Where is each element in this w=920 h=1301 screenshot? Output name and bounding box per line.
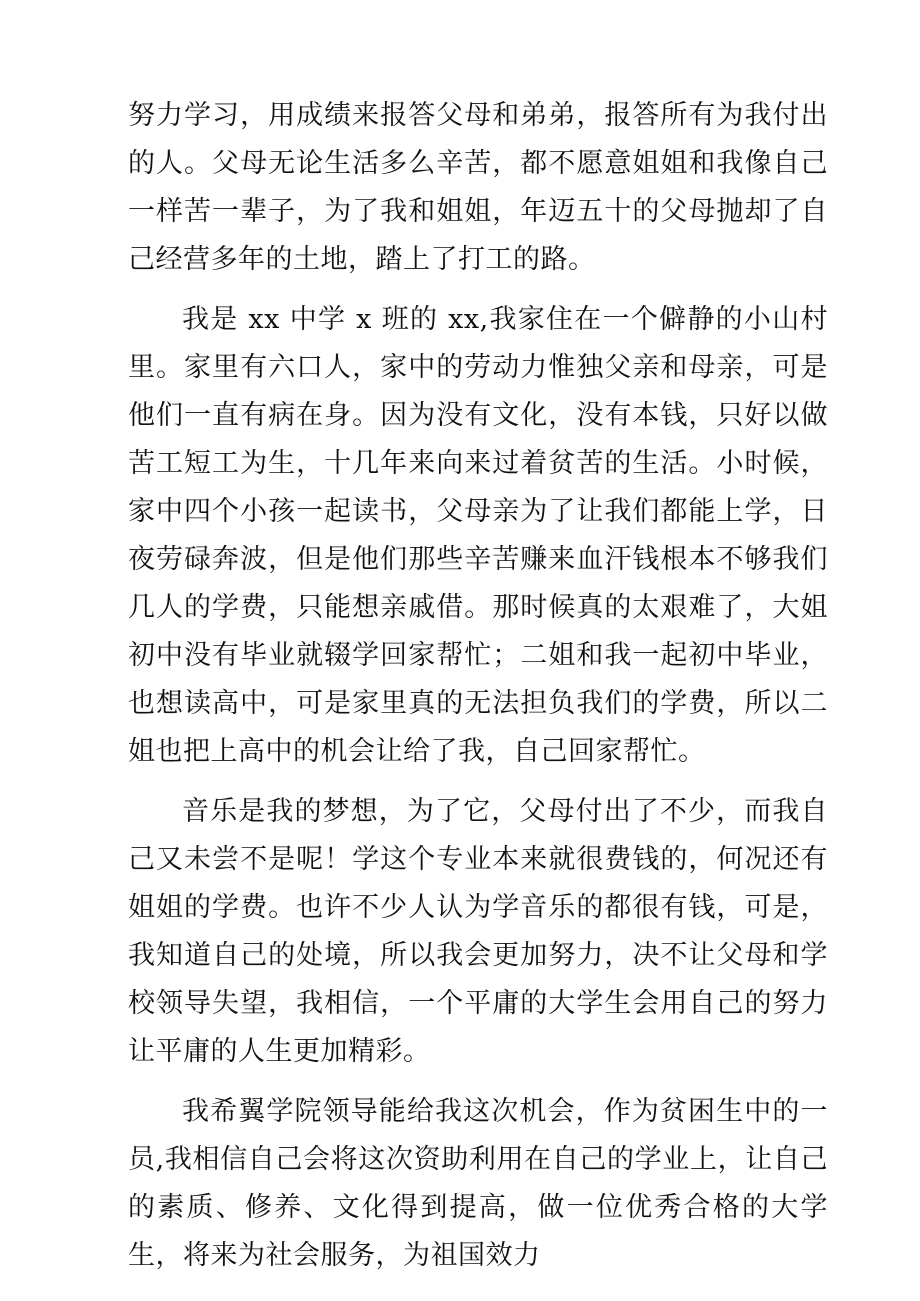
paragraph-2: 我是 xx 中学 x 班的 xx,我家住在一个僻静的小山村里。家里有六口人，家中的劳动力惟独父亲和母亲，可是他们一直有病在身。因为没有文化，没有本钱，只好以做苦工短工为生，十几年来向来过着贫苦的生活。小时候，家中四个小孩一起读书，父母亲为了让我们都能上学，日夜劳碌奔波，但是他们那些辛苦赚来血汗钱根本不够我们几人的学费，只能想亲戚借。那时候真的太艰难了，大姐初中没有毕业就辍学回家帮忙；二姐和我一起初中毕业，也想读高中，可是家里真的无法担负我们的学费，所以二姐也把上高中的机会让给了我，自己回家帮忙。 [128,304,828,767]
paragraph-4: 我希翼学院领导能给我这次机会，作为贫困生中的一员,我相信自己会将这次资助利用在自己的学业上，让自己的素质、修养、文化得到提高，做一位优秀合格的大学生，将来为社会服务，为祖国效力 [128,1096,828,1271]
paragraph-3: 音乐是我的梦想，为了它，父母付出了不少，而我自己又未尝不是呢！学这个专业本来就很费钱的，何况还有姐姐的学费。也许不少人认为学音乐的都很有钱，可是，我知道自己的处境，所以我会更加努力，决不让父母和学校领导失望，我相信，一个平庸的大学生会用自己的努力让平庸的人生更加精彩。 [128,796,828,1067]
paragraph-1: 努力学习，用成绩来报答父母和弟弟，报答所有为我付出的人。父母无论生活多么辛苦，都不愿意姐姐和我像自己一样苦一辈子，为了我和姐姐，年迈五十的父母抛却了自己经营多年的土地，踏上了打工的路。 [128,100,828,275]
document-body [128,92,828,1292]
